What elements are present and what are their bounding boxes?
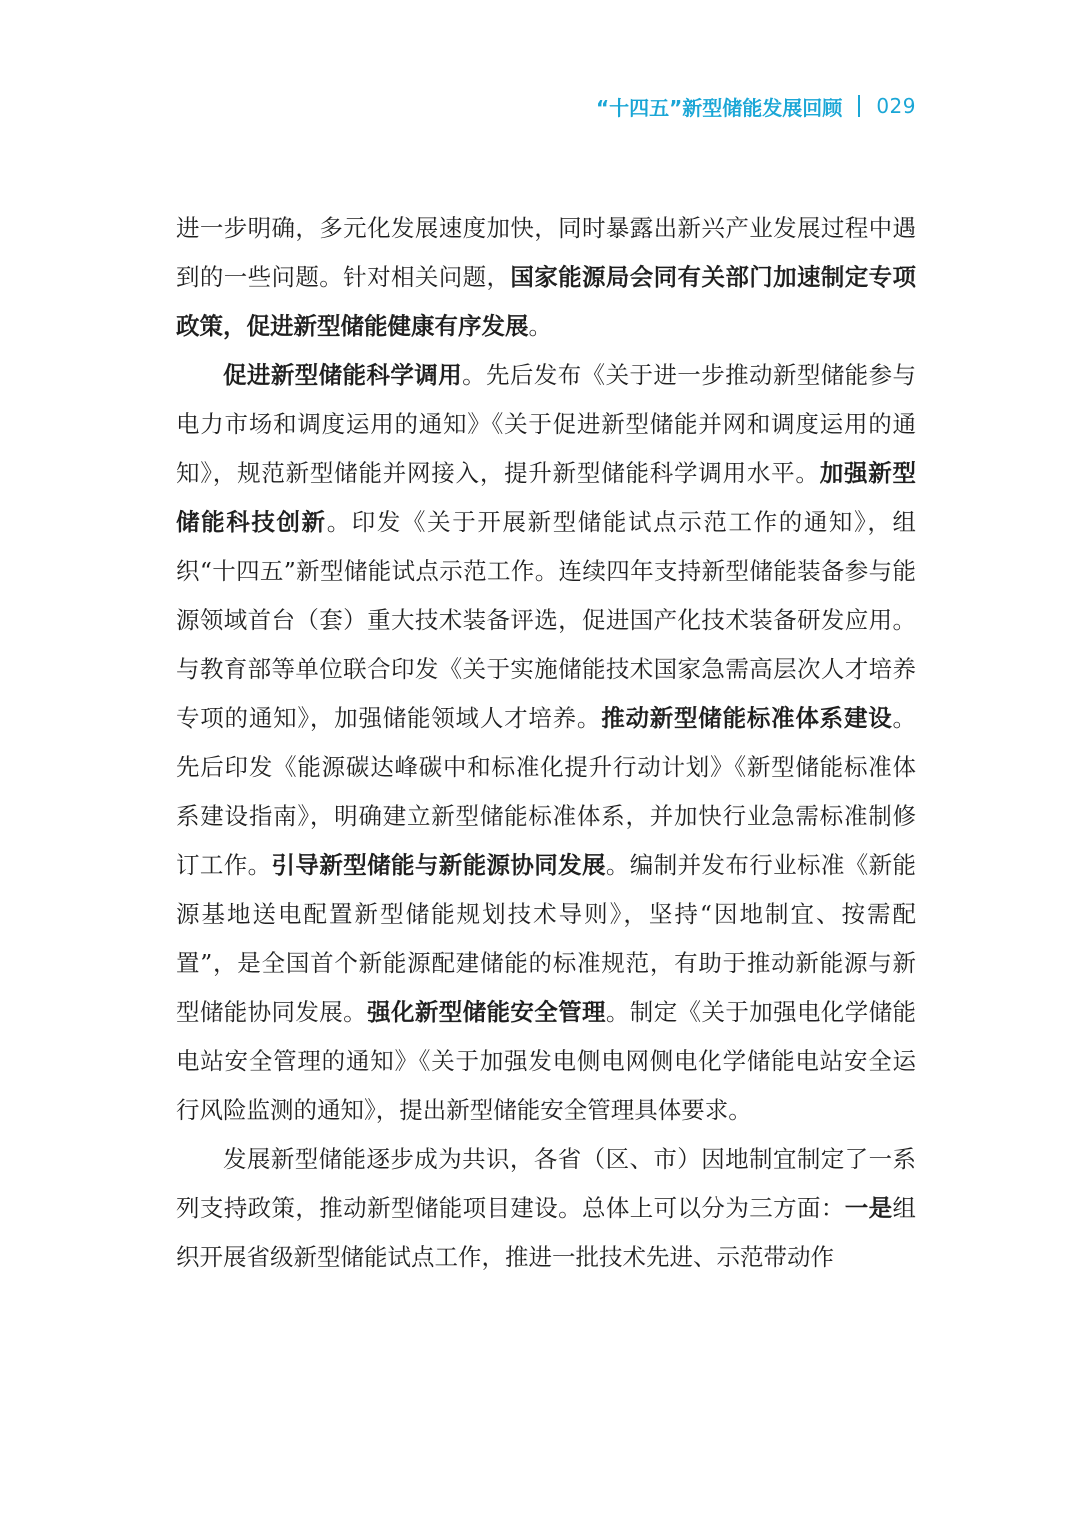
running-header-title: “十四五”新型储能发展回顾 [596,95,843,120]
header-divider [858,95,860,117]
paragraph-3 [176,1135,916,1282]
bold-text-run: 国家能源局会同有关部门加速制定专项政策，促进新型储能健康有序发展 [176,263,917,340]
paragraph-1 [176,204,916,351]
bold-heading-standards: 推动新型储能标准体系建设 [601,704,893,732]
page-number: 029 [876,94,916,118]
text-run: 发展新型储能逐步成为共识，各省（区、市）因地制宜制定了一系列支持政策，推动新型储能项目建设。总体上可以分为三方面： [176,1145,916,1222]
text-run: 。制定《关于加强电化学储能电站安全管理的通知》《关于加强发电侧电网侧电化学储能电站安全运行风险监测的通知》，提出新型储能安全管理具体要求。 [176,998,917,1124]
running-header [596,88,916,124]
body-text [176,204,916,1282]
bold-heading-scheduling: 促进新型储能科学调用 [223,361,463,389]
bold-heading-coordination: 引导新型储能与新能源协同发展 [271,851,606,879]
text-run: 。 [528,312,552,340]
text-run: 组织开展省级新型储能试点工作，推进一批技术先进、示范带动作 [176,1194,917,1271]
bold-heading-innovation: 加强新型储能科技创新 [176,459,917,536]
paragraph-2 [176,351,916,1135]
text-run: 。印发《关于开展新型储能试点示范工作的通知》，组织“十四五”新型储能试点示范工作。连续四年支持新型储能装备参与能源领域首台（套）重大技术装备评选，促进国产化技术装备研发应用。与教育部等单位联合印发《关于实施储能技术国家急需高层次人才培养专项的通知》，加强储能领域人才培养。 [176,508,917,732]
text-run: 。先后发布《关于进一步推动新型储能参与电力市场和调度运用的通知》《关于促进新型储能并网和调度运用的通知》，规范新型储能并网接入，提升新型储能科学调用水平。 [176,361,917,487]
bold-text-run: 一是 [844,1194,893,1222]
text-run: 进一步明确，多元化发展速度加快，同时暴露出新兴产业发展过程中遇到的一些问题。针对相关问题， [176,214,916,291]
bold-heading-safety: 强化新型储能安全管理 [367,998,606,1026]
text-run: 。先后印发《能源碳达峰碳中和标准化提升行动计划》《新型储能标准体系建设指南》，明确建立新型储能标准体系，并加快行业急需标准制修订工作。 [176,704,917,879]
text-run: 。编制并发布行业标准《新能源基地送电配置新型储能规划技术导则》，坚持“因地制宜、按需配置”，是全国首个新能源配建储能的标准规范，有助于推动新能源与新型储能协同发展。 [176,851,917,1026]
